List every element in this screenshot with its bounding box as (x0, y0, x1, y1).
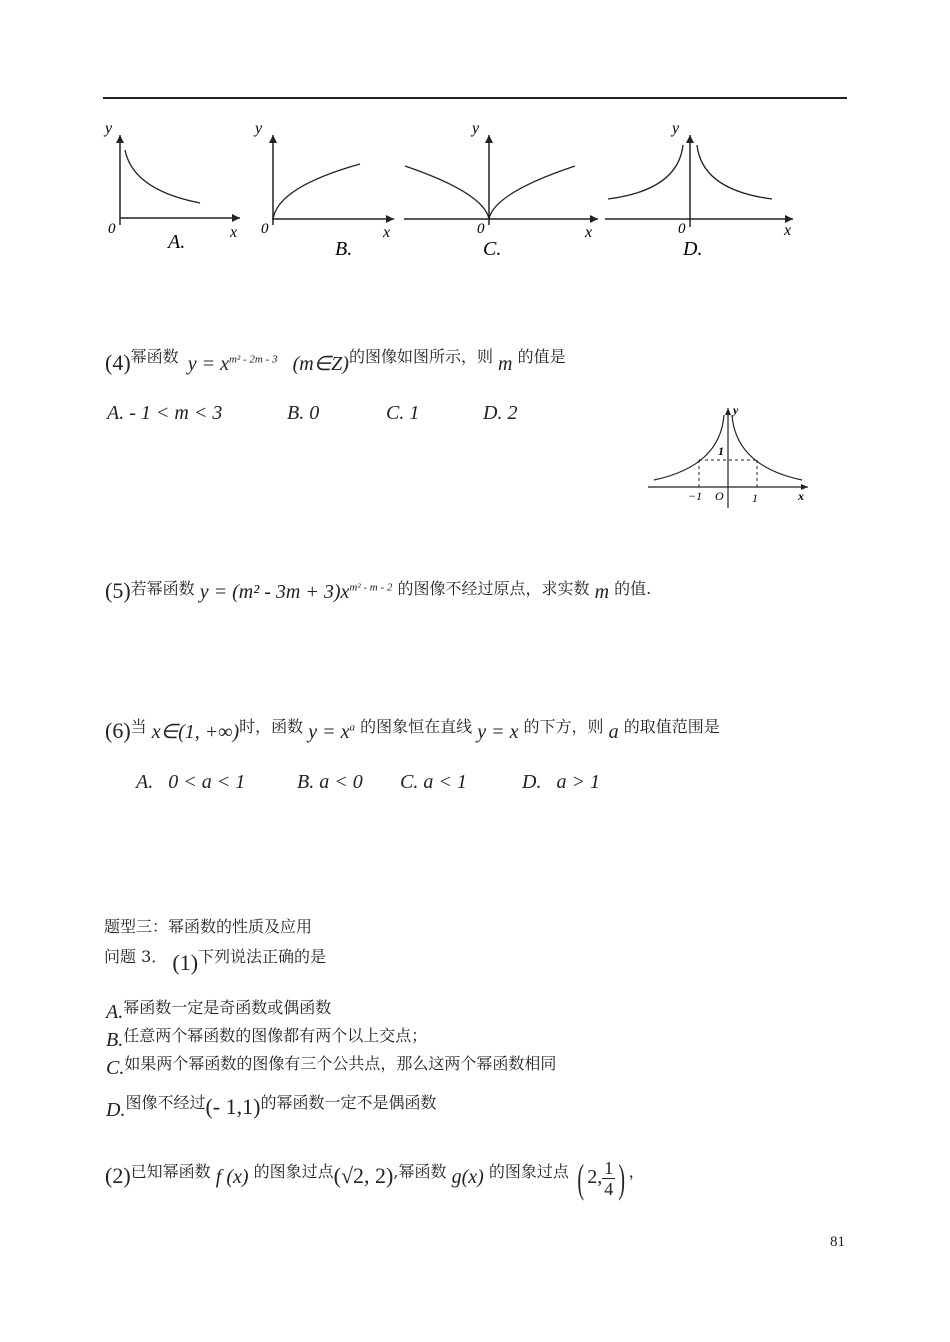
question-4: (4)幂函数 $y = x^{m^2 - 2m - 3}$ (m∈Z)的图像如图所示，则 m 的值是 (105, 347, 566, 375)
q4-option-a: A. - 1 < m < 3 (107, 402, 223, 424)
svg-text:y: y (472, 120, 480, 137)
graph-a-y-label: y (105, 120, 113, 137)
graph-a-origin: 0 (108, 221, 116, 237)
svg-text:0: 0 (261, 221, 269, 237)
svg-text:x: x (383, 224, 391, 241)
svg-text:x: x (798, 489, 804, 503)
graph-a-label: A. (168, 231, 186, 253)
question-3-1: 问题 3． (1)下列说法正确的是 (104, 947, 327, 975)
choice-d: D.图像不经过(- 1,1)的幂函数一定不是偶函数 (106, 1093, 437, 1121)
graph-b-curve (273, 164, 360, 219)
q4-figure (640, 400, 815, 515)
svg-text:−1: −1 (688, 489, 703, 503)
graph-b-label: B. (335, 238, 353, 260)
page-number: 81 (830, 1234, 845, 1250)
q6-option-a: A. 0 < a < 1 (136, 771, 246, 793)
svg-text:x: x (585, 224, 593, 241)
svg-text:1: 1 (752, 491, 758, 505)
q6-option-b: B. a < 0 (297, 771, 363, 793)
graph-d (605, 120, 793, 260)
q4-option-d: D. 2 (483, 402, 518, 424)
q4-option-c: C. 1 (386, 402, 420, 424)
choice-a: A.幂函数一定是奇函数或偶函数 (106, 998, 332, 1023)
graph-c (404, 120, 598, 260)
svg-text:0: 0 (477, 221, 485, 237)
svg-text:y: y (672, 120, 680, 137)
svg-text:0: 0 (678, 221, 686, 237)
graph-a-curve (125, 150, 200, 203)
q6-option-d: D. a > 1 (522, 771, 600, 793)
header-rule (103, 97, 847, 99)
choice-b: B.任意两个幂函数的图像都有两个以上交点； (106, 1026, 428, 1051)
graphs-abcd (100, 115, 810, 265)
graph-a (103, 120, 240, 253)
choice-c: C.如果两个幂函数的图像有三个公共点，那么这两个幂函数相同 (106, 1054, 557, 1079)
svg-text:1: 1 (718, 444, 724, 458)
graph-b (253, 120, 394, 260)
section-title: 题型三：幂函数的性质及应用 (104, 917, 313, 936)
q4-option-b: B. 0 (287, 402, 320, 424)
graph-c-label: C. (483, 238, 502, 260)
graph-a-x-label: x (230, 224, 238, 241)
question-6: (6)当 x∈(1, +∞)时，函数 $y = x^a$ 的图象恒在直线 y = x 的下方，则 a 的取值范围是 (105, 717, 720, 743)
svg-text:y: y (733, 403, 739, 417)
svg-text:O: O (715, 489, 724, 503)
svg-text:x: x (784, 222, 792, 239)
question-3-2: (2)已知幂函数 f (x) 的图象过点(√2, 2),幂函数 g(x) 的图象过点 ( 2, $\frac{1}{4}$ ) ， (105, 1155, 645, 1201)
question-5: (5)若幂函数 $y = (m^2 - 3m + 3)x^{m^2 - m - 2}$ 的图像不经过原点，求实数 m 的值. (105, 578, 652, 603)
graph-d-label: D. (683, 238, 703, 260)
svg-text:y: y (255, 120, 263, 137)
q6-option-c: C. a < 1 (400, 771, 467, 793)
